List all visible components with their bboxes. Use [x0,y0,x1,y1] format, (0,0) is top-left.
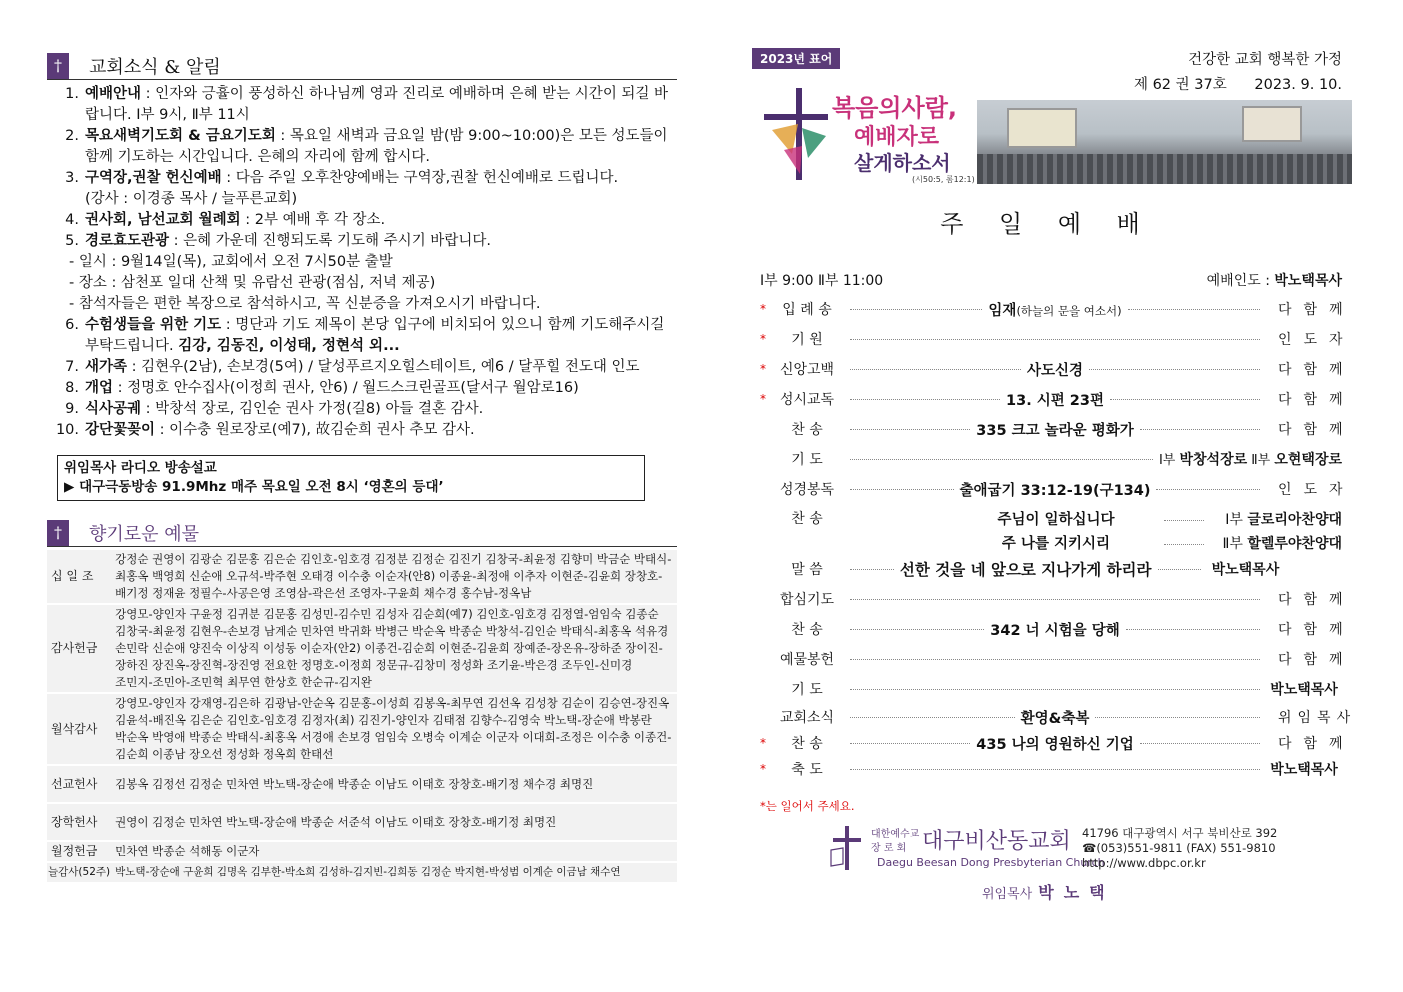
order-of-worship [760,266,1357,782]
worship-photo [977,100,1352,184]
item-sub: - 참석자들은 편한 복장으로 참석하시고, 꼭 신분증을 가져오시기 바랍니다. [69,296,541,312]
order-row [760,324,1355,354]
list-item [53,126,677,168]
choir-anthems [844,508,1342,556]
item-number: 7. [65,359,79,375]
item-head: 목요새벽기도회 & 금요기도회 [85,128,276,144]
order-person: 다함께 [1278,302,1355,318]
order-content: 435 나의 영원하신 기업 [976,736,1134,753]
list-item [53,399,677,420]
list-item [53,168,677,210]
item-number: 8. [65,380,79,396]
item-text: : 은혜 가운데 진행되도록 기도해 주시기 바랍니다. [169,233,491,249]
choir-name: 글로리아찬양대 [1247,512,1342,528]
cross-accent [784,146,802,174]
slogan-line1: 복음의사람, [832,94,958,122]
order-row [760,354,1355,384]
service-times: Ⅰ부 9:00 Ⅱ부 11:00 [760,273,884,289]
order-row [760,614,1355,644]
item-sub: - 일시 : 9월14일(목), 교회에서 오전 7시50분 출발 [69,254,393,270]
order-person: 다함께 [1278,652,1355,668]
item-text: : 김현우(2남), 손보경(5여) / 달성푸르지오힐스테이트, 예6 / 달푸힐 전도대 인도 [127,359,640,375]
part-label: Ⅰ부 [1225,512,1243,528]
order-label: 합심기도 [779,592,835,608]
row-names: 강영모-양인자 강재영-김은하 김광남-안순옥 김문홍-이성희 김봉옥-최무연 김선옥 김성창 김순이 김승연-장진옥 김윤석-배진옥 김은순 김인호-임호경 김정자(최) 김진기-양인자 김태점 김향수-김영숙 박노택-장순애 박봉란 박순옥 박영애 박종순 박태식-최홍옥 서경애 손보경 엄임숙 오병숙 이계순 이군자 이대희-조정은 이수충 이종건-김순희 이종남 장오선 정성화 정옥희 한태선 [111,693,677,765]
issue-number: 제 62 권 37호 [1133,77,1227,93]
order-row [760,504,1342,554]
order-row [760,444,1342,474]
church-motto: 건강한 교회 행복한 가정 [1188,52,1342,68]
order-row [760,704,1357,730]
order-content: 출애굽기 33:12-19(구134) [959,482,1151,499]
table-row [47,862,677,883]
notices-header [47,52,677,80]
item-head: 수험생들을 위한 기도 [85,317,222,333]
denomination-line: 장 로 회 [871,843,907,854]
order-content [988,299,1121,320]
order-content: 13. 시편 23편 [1006,392,1104,409]
motto-year-badge: 2023년 표어 [752,48,840,69]
order-person: 다함께 [1278,736,1355,752]
offerings-title: 향기로운 예물 [89,523,200,545]
church-url: http://www.dbpc.or.kr [1082,856,1206,870]
table-row [47,803,677,841]
projector-screen [1007,108,1077,148]
item-text: : 목요일 새벽과 금요일 밤(밤 9:00~10:00)은 모든 성도들이 함께 기도하는 시간입니다. 은혜의 자리에 함께 합시다. [85,128,668,165]
item-number: 4. [65,212,79,228]
item-number: 5. [65,233,79,249]
order-label: 기 원 [791,332,823,348]
order-row [760,674,1342,704]
anthem-title: 주님이 일하십니다 [997,512,1115,528]
order-row [760,756,1342,782]
order-label: 찬 송 [791,622,823,638]
order-subtitle: (하늘의 문을 여소서) [1016,303,1122,318]
stand-marker: * [760,362,766,376]
pastor-label: 위임목사 [982,887,1033,902]
order-label: 예물봉헌 [779,652,835,668]
prayer-leader: 오현택장로 [1274,452,1342,468]
stand-marker: * [760,332,766,346]
item-head: 개업 [85,380,114,396]
projector-screen [1242,106,1302,142]
notices-list [47,84,677,441]
order-label: 기 도 [791,452,823,468]
item-head: 경로효도관광 [85,233,170,249]
row-label: 늘감사(52주) [47,862,111,883]
list-item [53,84,677,126]
leader-name: 박노택목사 [1274,273,1342,289]
part-label: Ⅱ부 [1222,536,1243,552]
church-address: 41796 대구광역시 서구 북비산로 392 [1082,826,1278,840]
note-text: 는 일어서 주세요. [765,799,855,813]
order-label: 교회소식 [779,710,835,726]
pastor-name: 박노택 [1038,883,1115,902]
cross-icon: † [47,53,69,79]
item-number: 9. [65,401,79,417]
item-sub: (강사 : 이경종 목사 / 늘푸른교회) [85,191,298,207]
stand-marker: * [760,799,766,813]
cross-accent [802,128,826,158]
item-number: 10. [55,422,79,438]
part-label: Ⅰ부 [1158,453,1176,468]
radio-box [57,455,645,501]
order-person: 박노택목사 [1270,762,1338,778]
list-item [53,315,677,357]
church-name: 대구비산동교회 [922,829,1071,854]
list-item [53,357,677,378]
order-person: 박노택목사 [1211,562,1280,578]
order-person: 위임목사 [1278,710,1357,726]
issue-info [1134,48,1342,98]
item-number: 2. [65,128,79,144]
slogan-ref: (시50:5, 롬12:1) [912,175,975,184]
order-row [760,384,1355,414]
order-label: 입 례 송 [782,302,832,318]
row-label: 감사헌금 [47,604,111,693]
row-label: 장학헌사 [47,803,111,841]
item-number: 1. [65,86,79,102]
prayer-leader: 박창석장로 [1179,452,1248,468]
order-label: 말 씀 [791,562,823,578]
offerings-header [47,519,677,547]
item-text: : 다음 주일 오후찬양예배는 구역장,권찰 헌신예배로 드립니다. [221,170,619,186]
leader-label: 예배인도 : [1206,273,1270,289]
prayer-leaders [1159,449,1342,469]
order-title: 임재 [988,302,1017,319]
table-row [47,550,677,604]
row-label: 월삭감사 [47,693,111,765]
row-names: 권영이 김정순 민차연 박노택-장순애 박종순 서준석 이남도 이태호 장창호-배기정 최명진 [111,803,677,841]
worship-header-row [760,266,1342,294]
radio-detail: ▶ 대구극동방송 91.9Mhz 매주 목요일 오전 8시 ‘영혼의 등대’ [64,479,444,495]
denomination [871,828,919,856]
slogan-line2: 예배자로 [854,125,940,150]
item-head: 강단꽃꽂이 [85,422,156,438]
row-names: 강영모-양인자 구윤정 김귀분 김문홍 김성민-김수민 김성자 김순희(예7) 김인호-임호경 김정열-엄임숙 김종순 김창국-최윤정 김현우-손보경 남계순 민차연 박귀화 박병근 박순옥 박종순 박창석-김인순 박태식-최홍옥 석유경 손민락 신순애 양진숙 이상직 이성동 이순자(안2) 이종건-김순희 이현준-김윤희 장예준-장온유-장하준 장이진-장하진 장진옥-장진혁-장진영 전요한 정명호-이정희 정문규-김창미 정성화 조기윤-박은경 조두인-신미경 조민지-조민아-조민혁 최무연 한상호 한순규-김지완 [111,604,677,693]
stand-marker: * [760,302,766,316]
item-number: 3. [65,170,79,186]
offerings-table [47,550,677,884]
row-names: 박노택-장순애 구윤희 김명옥 김부한-박소희 김성하-김지빈-김희동 김정순 박지현-박성범 이계순 이금남 채수연 [111,862,677,883]
left-page [47,52,677,884]
order-person: 다함께 [1278,592,1355,608]
notices-title: 교회소식 & 알림 [89,56,221,78]
order-row [760,294,1355,324]
church-contact [1082,826,1277,871]
church-name-en: Daegu Beesan Dong Presbyterian Church [877,856,1105,869]
list-item [53,210,677,231]
senior-pastor [982,880,1115,903]
row-names: 민차연 박종순 석해동 이군자 [111,841,677,862]
radio-title: 위임목사 라디오 방송설교 [64,460,217,476]
order-person: 인도자 [1278,482,1355,498]
order-person: 인도자 [1278,332,1355,348]
stand-marker: * [760,762,766,776]
list-item [53,231,677,252]
item-head: 구역장,권찰 헌신예배 [85,170,222,186]
order-row [760,730,1355,756]
part-label: Ⅱ부 [1251,453,1271,468]
slogan-line3: 살게하소서 [854,151,951,175]
right-page [752,48,1357,902]
row-names: 강정순 권영이 김광순 김문홍 김은순 김인호-임호경 김정분 김정순 김진기 김창국-최윤정 김향미 박금순 박태식-최홍옥 백영희 신순애 오규석-박주현 오태경 이수충 이순자(안8) 이종윤-최정애 이추자 이현준-김윤희 장창호-배기정 정재윤 정필수-사공은영 조영삼-곽은선 조영자-구윤희 채수경 홍수남-정옥남 [111,550,677,604]
item-text: : 명단과 기도 제목이 본당 입구에 비치되어 있으니 함께 기도해주시길 부탁드립니다. [85,317,665,354]
stand-marker: * [760,736,766,750]
order-person: 다함께 [1278,392,1355,408]
sermon-title: 선한 것을 네 앞으로 지나가게 하리라 [899,561,1152,579]
order-row [760,584,1355,614]
standing-note [760,798,854,814]
list-item [53,420,677,441]
church-cross-icon [827,824,871,872]
item-text: : 2부 예배 후 각 장소. [240,212,386,228]
stand-marker: * [760,392,766,406]
table-row [47,841,677,862]
order-label: 축 도 [791,762,823,778]
order-content: 342 너 시험을 당해 [990,622,1120,639]
item-number: 6. [65,317,79,333]
item-head: 예배안내 [85,86,142,102]
order-person: 다함께 [1278,362,1355,378]
table-row [47,765,677,803]
item-head: 새가족 [85,359,128,375]
order-label: 성시교독 [779,392,835,408]
item-head: 식사공궤 [85,401,142,417]
list-item [53,378,677,399]
cross-icon: † [47,520,69,546]
order-person: 다함께 [1278,422,1355,438]
order-row [760,644,1355,674]
order-label: 찬 송 [791,511,823,527]
item-sub: - 장소 : 삼천포 일대 산책 및 유람선 관광(점심, 저녁 제공) [69,275,436,291]
item-text: : 인자와 긍휼이 풍성하신 하나님께 영과 진리로 예배하며 은혜 받는 시간이 되길 바랍니다. Ⅰ부 9시, Ⅱ부 11시 [85,86,669,123]
row-label: 선교헌사 [47,765,111,803]
row-names: 김봉옥 김정선 김정순 민차연 박노택-장순애 박종순 이남도 이태호 장창호-배기정 채수경 최명진 [111,765,677,803]
order-label: 찬 송 [791,422,823,438]
order-row [760,554,1342,584]
anthem-title: 주 나를 지키시리 [1001,536,1111,552]
item-text: : 정명호 안수집사(이정희 권사, 안6) / 월드스크린골프(달서구 월암로16) [113,380,579,396]
offerings-section [47,519,677,884]
order-content: 환영&축복 [1020,710,1090,727]
table-row [47,693,677,765]
row-label: 월정헌금 [47,841,111,862]
order-content: 사도신경 [1026,362,1084,379]
order-label: 찬 송 [791,736,823,752]
congregation [977,154,1352,184]
row-label: 십 일 조 [47,550,111,604]
denomination-line: 대한예수교 [871,829,920,840]
order-content: 335 크고 놀라운 평화가 [976,422,1134,439]
worship-title: 주 일 예 배 [940,210,1154,238]
church-footer [827,824,1347,904]
order-row [760,474,1355,504]
table-row [47,604,677,693]
order-person: 다함께 [1278,622,1355,638]
order-label: 신앙고백 [779,362,835,378]
slogan-logo [762,84,977,184]
church-phone: ☎(053)551-9811 (FAX) 551-9810 [1082,841,1276,855]
item-text: : 이수충 원로장로(예7), 故김순희 권사 추모 감사. [155,422,475,438]
order-label: 성경봉독 [779,482,835,498]
issue-date: 2023. 9. 10. [1254,77,1342,93]
order-label: 기 도 [791,682,823,698]
item-head: 권사회, 남선교회 월례회 [85,212,241,228]
order-row [760,414,1355,444]
choir-name: 할렐루야찬양대 [1247,536,1342,552]
item-bold-names: 김강, 김동진, 이성태, 정현석 외... [178,338,400,354]
item-text: : 박창석 장로, 김인순 권사 가정(길8) 아들 결혼 감사. [141,401,484,417]
order-person: 박노택목사 [1270,682,1338,698]
